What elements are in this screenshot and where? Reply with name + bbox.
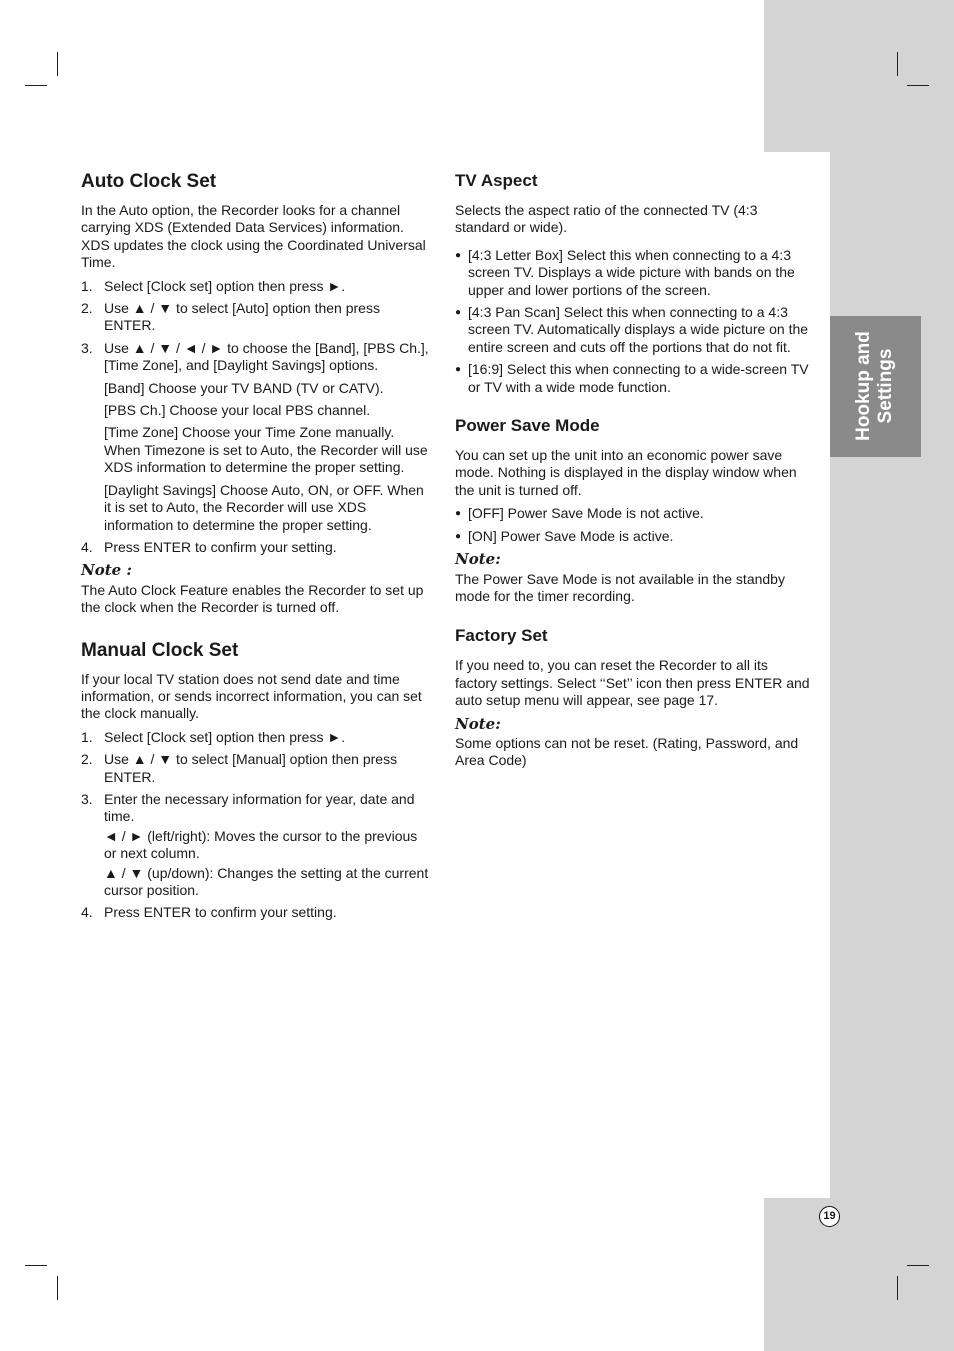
power-save-bullet-off	[455, 505, 811, 522]
step-number: 1.	[81, 728, 93, 745]
bullet-text: [ON] Power Save Mode is active.	[468, 527, 674, 544]
step-number: 3.	[81, 339, 93, 356]
tv-aspect-bullet-letterbox	[455, 247, 811, 299]
auto-sub-band: [Band] Choose your TV BAND (TV or CATV).	[104, 379, 384, 396]
crop-mark	[897, 52, 898, 76]
power-save-bullet-on	[455, 528, 811, 545]
tv-aspect-bullet-panscan	[455, 304, 811, 356]
manual-step-1	[81, 729, 433, 746]
bullet-icon: ●	[455, 307, 462, 319]
auto-clock-intro: In the Auto option, the Recorder looks for a channel carrying XDS (Extended Data Services) information. XDS updates the clock using the Coordinated Universal Time.	[81, 202, 426, 271]
step-text: Select [Clock set] option then press ►.	[104, 728, 346, 745]
manual-step-3	[81, 791, 433, 826]
step-number: 2.	[81, 751, 93, 768]
factory-set-note-label: Note:	[455, 714, 501, 733]
power-save-note-text: The Power Save Mode is not available in the standby mode for the timer recording.	[455, 570, 785, 604]
factory-set-note-text: Some options can not be reset. (Rating, Password, and Area Code)	[455, 734, 799, 769]
crop-mark	[897, 1276, 898, 1300]
step-text: Press ENTER to confirm your setting.	[104, 904, 337, 921]
section-tab	[830, 316, 921, 457]
bullet-icon: ●	[455, 249, 462, 261]
step-number: 4.	[81, 904, 93, 921]
step-number: 2.	[81, 300, 93, 317]
step-number: 4.	[81, 538, 93, 555]
power-save-title: Power Save Mode	[455, 416, 600, 436]
bullet-text: [OFF] Power Save Mode is not active.	[468, 505, 704, 522]
side-band	[830, 152, 954, 1198]
step-number: 3.	[81, 790, 93, 807]
right-column	[455, 170, 811, 776]
step-text: Enter the necessary information for year, date and time.	[104, 790, 415, 825]
manual-step-2	[81, 751, 433, 786]
auto-sub-daylight: [Daylight Savings] Choose Auto, ON, or OFF. When it is set to Auto, the Recorder will use XDS information to determine the proper setting.	[104, 481, 424, 533]
manual-sub-updown: ▲ / ▼ (up/down): Changes the setting at the current cursor position.	[104, 864, 429, 898]
power-save-intro: You can set up the unit into an economic power save mode. Nothing is displayed in the display window when the unit is turned off.	[455, 447, 797, 498]
manual-clock-intro: If your local TV station does not send date and time information, or sends incorrect information, you can set the clock manually.	[81, 670, 422, 722]
bullet-icon: ●	[455, 530, 462, 542]
manual-clock-title: Manual Clock Set	[81, 639, 239, 661]
step-text: Use ▲ / ▼ to select [Auto] option then press ENTER.	[104, 300, 380, 334]
crop-mark	[57, 1276, 58, 1300]
crop-mark	[57, 52, 58, 76]
step-text: Press ENTER to confirm your setting.	[104, 538, 337, 555]
auto-note-text: The Auto Clock Feature enables the Recorder to set up the clock when the Recorder is turned off.	[81, 581, 424, 616]
page-number: 19	[819, 1206, 840, 1227]
bullet-text: [4:3 Pan Scan] Select this when connecting to a 4:3 screen TV. Automatically displays a wide picture on the entire screen and cuts off the portions that do not fit.	[468, 304, 809, 355]
crop-mark	[25, 85, 47, 86]
bullet-icon: ●	[455, 364, 462, 376]
crop-mark	[907, 85, 929, 86]
auto-note-label: Note :	[81, 561, 132, 580]
side-band-bottom	[764, 1198, 954, 1351]
bullet-text: [4:3 Letter Box] Select this when connecting to a 4:3 screen TV. Displays a wide picture with bands on the upper and lower portions of the screen.	[468, 246, 795, 298]
crop-mark	[25, 1265, 47, 1266]
tv-aspect-bullet-169	[455, 361, 811, 396]
side-band-top	[764, 0, 954, 152]
auto-sub-timezone: [Time Zone] Choose your Time Zone manually. When Timezone is set to Auto, the Recorder will use XDS information to determine the proper setting.	[104, 424, 428, 476]
left-column	[81, 170, 433, 927]
section-tab-label	[853, 331, 897, 441]
step-text: Use ▲ / ▼ to select [Manual] option then press ENTER.	[104, 751, 398, 785]
step-text: Use ▲ / ▼ / ◄ / ► to choose the [Band], [PBS Ch.], [Time Zone], and [Daylight Savings] options.	[104, 339, 429, 374]
factory-set-intro: If you need to, you can reset the Recorder to all its factory settings. Select ‘‘Set’’ icon then press ENTER and auto setup menu will appear, see page 17.	[455, 657, 810, 709]
auto-step-1	[81, 278, 433, 295]
bullet-text: [16:9] Select this when connecting to a wide-screen TV or TV with a wide mode function.	[468, 361, 809, 395]
auto-step-4	[81, 539, 433, 556]
crop-mark	[907, 1265, 929, 1266]
section-tab-line1: Hookup and	[853, 331, 874, 441]
power-save-note-label: Note:	[455, 550, 501, 569]
tv-aspect-title: TV Aspect	[455, 171, 538, 190]
bullet-icon: ●	[455, 508, 462, 520]
auto-step-3	[81, 340, 433, 375]
step-number: 1.	[81, 277, 93, 294]
manual-step-4	[81, 904, 433, 921]
factory-set-title: Factory Set	[455, 626, 548, 646]
auto-step-2	[81, 300, 433, 335]
tv-aspect-intro: Selects the aspect ratio of the connected TV (4:3 standard or wide).	[455, 202, 758, 236]
auto-clock-title: Auto Clock Set	[81, 171, 217, 192]
section-tab-line2: Settings	[875, 348, 896, 424]
step-text: Select [Clock set] option then press ►.	[104, 277, 346, 294]
auto-sub-pbs: [PBS Ch.] Choose your local PBS channel.	[104, 402, 371, 419]
manual-sub-leftright: ◄ / ► (left/right): Moves the cursor to the previous or next column.	[104, 827, 418, 862]
